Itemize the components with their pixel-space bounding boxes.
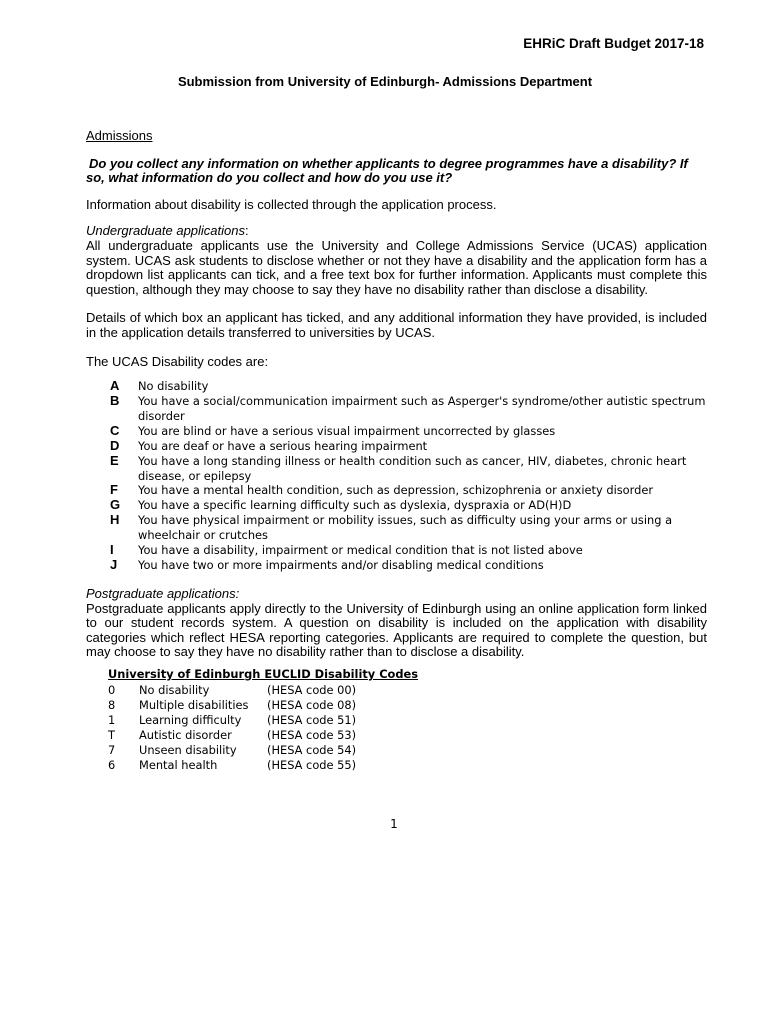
- ucas-code-description: You have a specific learning difficulty such as dyslexia, dyspraxia or AD(H)D: [138, 498, 572, 513]
- euclid-description: Autistic disorder: [139, 727, 232, 742]
- ucas-code-row: [110, 513, 707, 543]
- ucas-code-description: You have a mental health condition, such as depression, schizophrenia or anxiety disorder: [138, 483, 654, 498]
- euclid-code-row: [108, 758, 707, 773]
- euclid-description: No disability: [139, 682, 210, 697]
- ucas-code-description: You are blind or have a serious visual impairment uncorrected by glasses: [138, 423, 556, 438]
- page-number: 1: [390, 817, 398, 831]
- euclid-code: 7: [108, 742, 116, 757]
- hesa-code: (HESA code 55): [267, 757, 357, 772]
- euclid-code: 1: [108, 712, 116, 727]
- hesa-code: (HESA code 53): [267, 727, 357, 742]
- ucas-code-letter: A: [110, 378, 120, 394]
- euclid-description: Learning difficulty: [139, 712, 242, 727]
- question-text: Do you collect any information on whether applicants to degree programmes have a disability? If so, what information do you collect and how do you use it?: [86, 155, 688, 186]
- postgraduate-paragraph: Postgraduate applicants apply directly to the University of Edinburgh using an online application form linked to our student records system. A question on disability is included on the application with disability categories which reflect HESA reporting categories. Applicants are required to complete the question, but may choose to say they have no disability rather than to disclose a disability.: [86, 600, 707, 660]
- euclid-code: 6: [108, 757, 116, 772]
- euclid-code-row: [108, 713, 707, 728]
- undergraduate-heading-colon: :: [245, 223, 249, 239]
- ucas-codes-intro: The UCAS Disability codes are:: [86, 353, 269, 369]
- euclid-code-row: [108, 743, 707, 758]
- hesa-code: (HESA code 08): [267, 697, 357, 712]
- euclid-codes-title: University of Edinburgh EUCLID Disability Codes: [108, 666, 419, 681]
- euclid-description: Multiple disabilities: [139, 697, 249, 712]
- undergraduate-heading: [86, 224, 707, 239]
- ucas-code-letter: B: [110, 393, 120, 409]
- submission-title: Submission from University of Edinburgh- Admissions Department: [177, 74, 593, 89]
- euclid-code: T: [108, 727, 115, 742]
- document-body: [86, 129, 707, 773]
- ucas-code-row: [110, 379, 707, 394]
- ucas-code-description: You have physical impairment or mobility issues, such as difficulty using your arms or using a wheelchair or crutches: [138, 513, 673, 543]
- euclid-code-row: [108, 698, 707, 713]
- section-heading: Admissions: [86, 128, 153, 143]
- ucas-code-letter: G: [110, 497, 121, 513]
- ucas-code-row: [110, 394, 707, 424]
- ucas-code-description: You are deaf or have a serious hearing impairment: [138, 438, 428, 453]
- ucas-code-description: You have a disability, impairment or medical condition that is not listed above: [138, 543, 583, 558]
- postgraduate-heading: Postgraduate applications:: [86, 585, 240, 601]
- ucas-code-description: You have a long standing illness or health condition such as cancer, HIV, diabetes, chronic heart disease, or epilepsy: [138, 453, 687, 483]
- ucas-code-row: [110, 543, 707, 558]
- ucas-code-letter: J: [110, 557, 118, 572]
- euclid-code: 8: [108, 697, 116, 712]
- ucas-code-letter: C: [110, 422, 120, 438]
- ucas-code-row: [110, 558, 707, 573]
- euclid-description: Unseen disability: [139, 742, 237, 757]
- undergraduate-paragraph: All undergraduate applicants use the University and College Admissions Service (UCAS) application system. UCAS ask students to disclose whether or not they have a disability and the application form has a dropdown list applicants can tick, and a free text box for further information. Applicants must complete this question, although they may choose to say they have no disability rather than disclose a disability.: [86, 237, 707, 297]
- ucas-code-row: [110, 424, 707, 439]
- ucas-code-row: [110, 439, 707, 454]
- ucas-details-paragraph: Details of which box an applicant has ticked, and any additional information they have provided, is included in the application details transferred to universities by UCAS.: [86, 310, 707, 340]
- document-header: EHRiC Draft Budget 2017-18: [523, 36, 704, 51]
- ucas-code-letter: F: [110, 482, 118, 498]
- ucas-code-letter: E: [110, 452, 119, 468]
- hesa-code: (HESA code 54): [267, 742, 357, 757]
- hesa-code: (HESA code 51): [267, 712, 357, 727]
- euclid-code-row: [108, 683, 707, 698]
- undergraduate-heading-text: Undergraduate applications: [86, 223, 245, 239]
- ucas-code-row: [110, 483, 707, 498]
- ucas-code-description: You have two or more impairments and/or disabling medical conditions: [138, 558, 544, 572]
- intro-paragraph: Information about disability is collected through the application process.: [86, 196, 497, 212]
- euclid-code-row: [108, 728, 707, 743]
- euclid-codes-table: [108, 667, 707, 773]
- euclid-code: 0: [108, 682, 116, 697]
- hesa-code: (HESA code 00): [267, 682, 357, 697]
- ucas-code-row: [110, 498, 707, 513]
- euclid-description: Mental health: [139, 757, 218, 772]
- ucas-code-row: [110, 454, 707, 484]
- ucas-code-description: You have a social/communication impairment such as Asperger's syndrome/other autistic spectrum disorder: [138, 394, 706, 423]
- ucas-codes-list: [110, 379, 707, 573]
- ucas-code-letter: H: [110, 512, 120, 528]
- ucas-code-letter: I: [110, 542, 114, 558]
- ucas-code-letter: D: [110, 437, 120, 453]
- ucas-code-description: No disability: [138, 379, 209, 394]
